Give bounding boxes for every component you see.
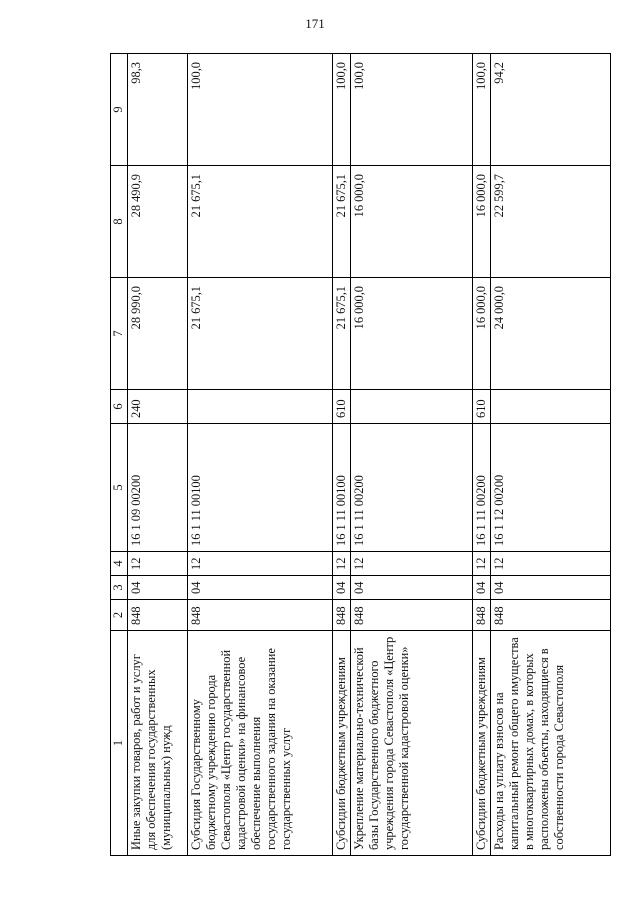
cell-expense-type xyxy=(351,390,473,424)
header-cell: 7 xyxy=(111,278,128,390)
cell-plan: 16 000,0 xyxy=(351,278,473,390)
cell-section: 04 xyxy=(473,576,491,600)
cell-target-code: 16 1 12 00200 xyxy=(491,424,611,552)
cell-section: 04 xyxy=(128,576,188,600)
row-name: Иные закупки товаров, работ и услуг для обеспечения государственных (муниципальных) нужд xyxy=(128,631,188,856)
cell-expense-type: 610 xyxy=(333,390,351,424)
header-cell: 6 xyxy=(111,390,128,424)
cell-expense-type xyxy=(491,390,611,424)
cell-percent: 94,2 xyxy=(491,54,611,166)
cell-target-code: 16 1 11 00200 xyxy=(473,424,491,552)
cell-percent: 98,3 xyxy=(128,54,188,166)
cell-actual: 28 490,9 xyxy=(128,166,188,278)
cell-actual: 21 675,1 xyxy=(188,166,333,278)
row-name: Субсидии бюджетным учреждениям xyxy=(333,631,351,856)
row-name: Укрепление материально-технической базы Государственного бюджетного учреждения города Севастополя «Центр государственной кадастровой оценки» xyxy=(351,631,473,856)
column-number-row xyxy=(111,54,128,856)
cell-ministry: 848 xyxy=(128,600,188,631)
table-row xyxy=(351,54,473,856)
cell-target-code: 16 1 09 00200 xyxy=(128,424,188,552)
cell-plan: 16 000,0 xyxy=(473,278,491,390)
cell-subsection: 12 xyxy=(491,552,611,576)
cell-expense-type xyxy=(188,390,333,424)
cell-subsection: 12 xyxy=(128,552,188,576)
header-cell: 1 xyxy=(111,631,128,856)
row-name: Субсидии бюджетным учреждениям xyxy=(473,631,491,856)
cell-ministry: 848 xyxy=(351,600,473,631)
cell-subsection: 12 xyxy=(333,552,351,576)
header-cell: 8 xyxy=(111,166,128,278)
cell-ministry: 848 xyxy=(473,600,491,631)
cell-target-code: 16 1 11 00100 xyxy=(188,424,333,552)
table-row xyxy=(491,54,611,856)
cell-subsection: 12 xyxy=(351,552,473,576)
cell-section: 04 xyxy=(351,576,473,600)
cell-plan: 28 990,0 xyxy=(128,278,188,390)
cell-target-code: 16 1 11 00200 xyxy=(351,424,473,552)
cell-ministry: 848 xyxy=(188,600,333,631)
cell-subsection: 12 xyxy=(188,552,333,576)
page-number: 171 xyxy=(305,16,325,31)
cell-plan: 24 000,0 xyxy=(491,278,611,390)
cell-actual: 21 675,1 xyxy=(333,166,351,278)
cell-section: 04 xyxy=(491,576,611,600)
table-row xyxy=(333,54,351,856)
cell-percent: 100,0 xyxy=(333,54,351,166)
cell-ministry: 848 xyxy=(333,600,351,631)
cell-section: 04 xyxy=(333,576,351,600)
table-row xyxy=(473,54,491,856)
cell-target-code: 16 1 11 00100 xyxy=(333,424,351,552)
header-cell: 5 xyxy=(111,424,128,552)
row-name: Расходы на уплату взносов на капитальный ремонт общего имущества в многоквартирных домах, в которых расположены объекты, находящиеся в собственности города Севастополя xyxy=(491,631,611,856)
header-cell: 9 xyxy=(111,54,128,166)
cell-actual: 22 599,7 xyxy=(491,166,611,278)
table-row xyxy=(188,54,333,856)
budget-table xyxy=(110,53,611,856)
budget-table-rotated xyxy=(110,54,630,856)
cell-percent: 100,0 xyxy=(188,54,333,166)
header-cell: 2 xyxy=(111,600,128,631)
cell-percent: 100,0 xyxy=(473,54,491,166)
cell-actual: 16 000,0 xyxy=(473,166,491,278)
header-cell: 3 xyxy=(111,576,128,600)
cell-expense-type: 240 xyxy=(128,390,188,424)
cell-ministry: 848 xyxy=(491,600,611,631)
row-name: Субсидия Государственному бюджетному учреждению города Севастополя «Центр государственной кадастровой оценки» на финансовое обеспечение выполнения государственного задания на оказание государственных услуг xyxy=(188,631,333,856)
cell-actual: 16 000,0 xyxy=(351,166,473,278)
cell-expense-type: 610 xyxy=(473,390,491,424)
header-cell: 4 xyxy=(111,552,128,576)
cell-plan: 21 675,1 xyxy=(188,278,333,390)
cell-section: 04 xyxy=(188,576,333,600)
cell-subsection: 12 xyxy=(473,552,491,576)
cell-plan: 21 675,1 xyxy=(333,278,351,390)
cell-percent: 100,0 xyxy=(351,54,473,166)
table-row xyxy=(128,54,188,856)
